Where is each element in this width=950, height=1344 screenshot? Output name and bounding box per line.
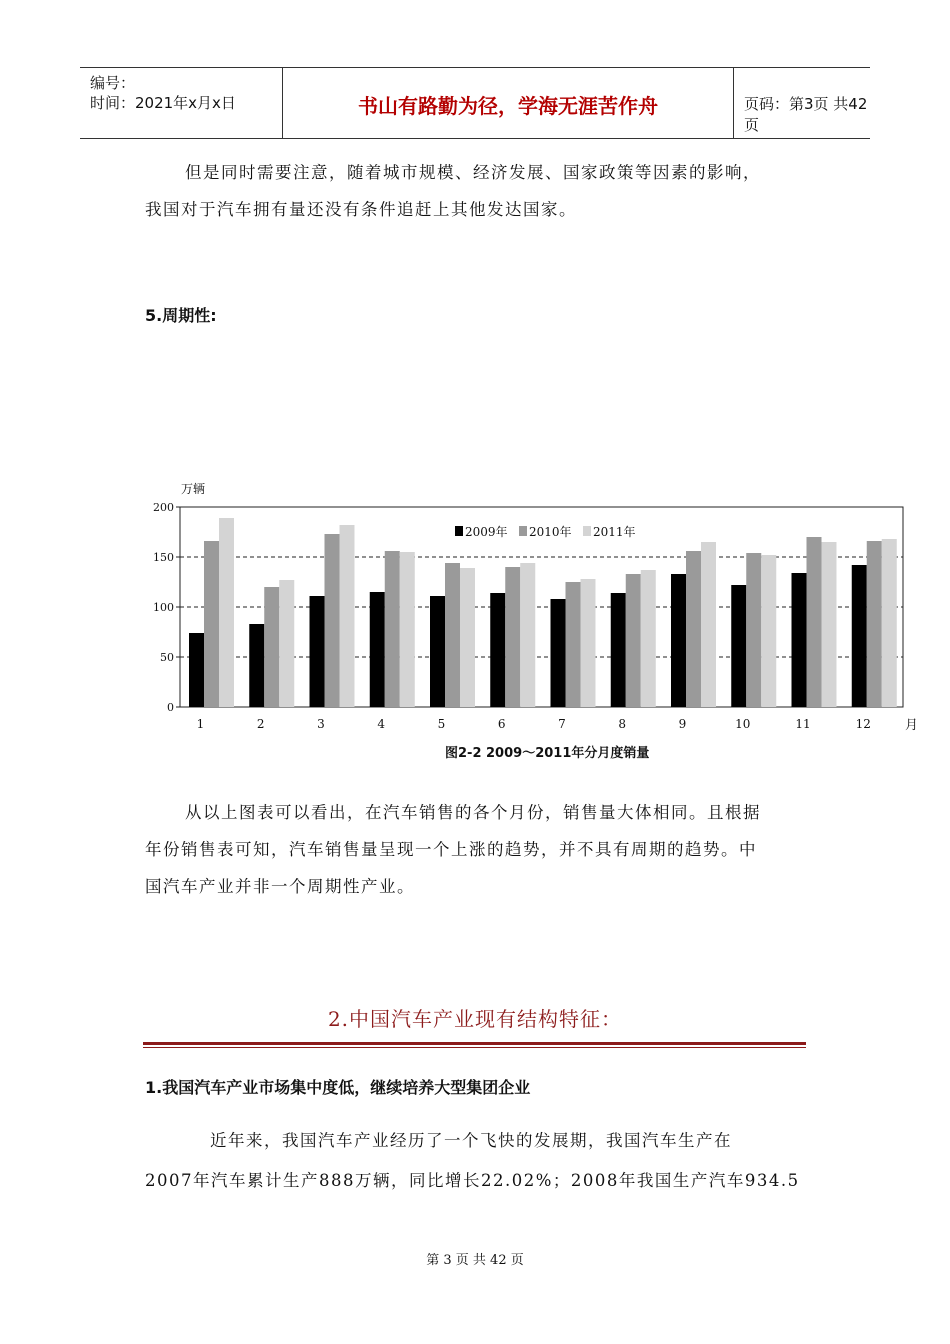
- paragraph-2-line-3: 国汽车产业并非一个周期性产业。: [145, 877, 415, 896]
- header-meta-cell: [80, 68, 282, 138]
- legend-label: 2010年: [529, 525, 572, 539]
- subheading-1: 1.我国汽车产业市场集中度低，继续培养大型集团企业: [145, 1078, 531, 1097]
- x-tick-label: 2: [256, 717, 265, 731]
- header-motto: 书山有路勤为径，学海无涯苦作舟: [358, 94, 658, 118]
- paragraph-2-line-1: 从以上图表可以看出，在汽车销售的各个月份，销售量大体相同。且根据: [185, 803, 761, 822]
- x-tick-label: 4: [377, 717, 386, 731]
- bar-2009年-6: [490, 593, 505, 707]
- bar-2010年-8: [626, 574, 641, 707]
- x-tick-label: 6: [497, 717, 506, 731]
- y-tick-label: 50: [160, 651, 174, 664]
- bar-2011年-7: [581, 579, 596, 707]
- bar-2011年-4: [400, 552, 415, 707]
- paragraph-3-line-1: 近年来，我国汽车产业经历了一个飞快的发展期，我国汽车生产在: [210, 1131, 732, 1150]
- x-tick-label: 8: [618, 717, 627, 731]
- bar-2009年-2: [249, 624, 264, 707]
- bar-2010年-3: [325, 534, 340, 707]
- page-header: [80, 67, 870, 139]
- bar-2010年-5: [445, 563, 460, 707]
- section-2-title: 2.中国汽车产业现有结构特征：: [327, 1007, 623, 1031]
- bar-2011年-6: [520, 563, 535, 707]
- bar-2009年-8: [611, 593, 626, 707]
- legend-swatch: [455, 526, 463, 536]
- x-axis-label: 月: [905, 718, 919, 733]
- bar-2010年-1: [204, 541, 219, 707]
- x-tick-label: 7: [558, 717, 566, 731]
- paragraph-1-line-1: 但是同时需要注意，随着城市规模、经济发展、国家政策等因素的影响，: [185, 163, 761, 182]
- x-tick-label: 10: [735, 717, 751, 731]
- bar-2009年-3: [310, 596, 325, 707]
- doc-time-label: 时间：2021年x月x日: [90, 94, 236, 112]
- x-tick-label: 11: [795, 717, 811, 731]
- bar-2009年-9: [671, 574, 686, 707]
- x-tick-label: 9: [678, 717, 687, 731]
- legend-label: 2009年: [465, 525, 508, 539]
- heading-cyclicality: 5.周期性:: [145, 306, 217, 325]
- section-rule-thick: [143, 1042, 806, 1045]
- paragraph-1-line-2: 我国对于汽车拥有量还没有条件追赶上其他发达国家。: [145, 200, 577, 219]
- bar-2010年-7: [566, 582, 581, 707]
- header-page-cell: [734, 68, 870, 138]
- legend-label: 2011年: [593, 525, 636, 539]
- x-tick-label: 5: [437, 717, 446, 731]
- bar-2010年-10: [746, 553, 761, 707]
- y-axis-label: 万辆: [181, 482, 206, 496]
- y-tick-label: 100: [153, 601, 174, 614]
- paragraph-2-line-2: 年份销售表可知，汽车销售量呈现一个上涨的趋势，并不具有周期的趋势。中: [145, 840, 757, 859]
- bar-2011年-12: [882, 539, 897, 707]
- x-tick-label: 12: [855, 717, 871, 731]
- bar-2011年-5: [460, 568, 475, 707]
- bar-2011年-8: [641, 570, 656, 707]
- bar-2009年-4: [370, 592, 385, 707]
- bar-2009年-1: [189, 633, 204, 707]
- bar-2011年-10: [761, 555, 776, 707]
- bar-2009年-7: [551, 599, 566, 707]
- chart-title: 图2-2 2009～2011年分月度销量: [445, 746, 650, 761]
- header-page-label: 页码：第3页 共42页: [744, 95, 868, 134]
- bar-2009年-12: [852, 565, 867, 707]
- bar-2009年-11: [792, 573, 807, 707]
- y-tick-label: 200: [153, 501, 174, 514]
- bar-2010年-12: [867, 541, 882, 707]
- bar-2011年-11: [822, 542, 837, 707]
- x-tick-label: 1: [196, 717, 205, 731]
- page-footer: 第 3 页 共 42 页: [426, 1253, 524, 1268]
- bar-2011年-3: [340, 525, 355, 707]
- bar-2011年-2: [279, 580, 294, 707]
- bar-2010年-6: [505, 567, 520, 707]
- y-tick-label: 150: [153, 551, 174, 564]
- bar-2009年-5: [430, 596, 445, 707]
- monthly-sales-chart: [150, 465, 920, 775]
- bar-2011年-1: [219, 518, 234, 707]
- doc-number-label: 编号：: [90, 74, 136, 92]
- chart-svg: [150, 465, 920, 775]
- bar-2010年-2: [264, 587, 279, 707]
- bar-2009年-10: [731, 585, 746, 707]
- x-tick-label: 3: [317, 717, 325, 731]
- y-tick-label: 0: [167, 701, 174, 714]
- paragraph-3-line-2: 2007年汽车累计生产888万辆，同比增长22.02%；2008年我国生产汽车934.5: [145, 1171, 800, 1190]
- bar-2010年-4: [385, 551, 400, 707]
- header-motto-cell: [282, 68, 734, 138]
- bar-2010年-11: [807, 537, 822, 707]
- bar-2011年-9: [701, 542, 716, 707]
- legend-swatch: [519, 526, 527, 536]
- legend-swatch: [583, 526, 591, 536]
- section-rule-thin: [143, 1047, 806, 1048]
- bar-2010年-9: [686, 551, 701, 707]
